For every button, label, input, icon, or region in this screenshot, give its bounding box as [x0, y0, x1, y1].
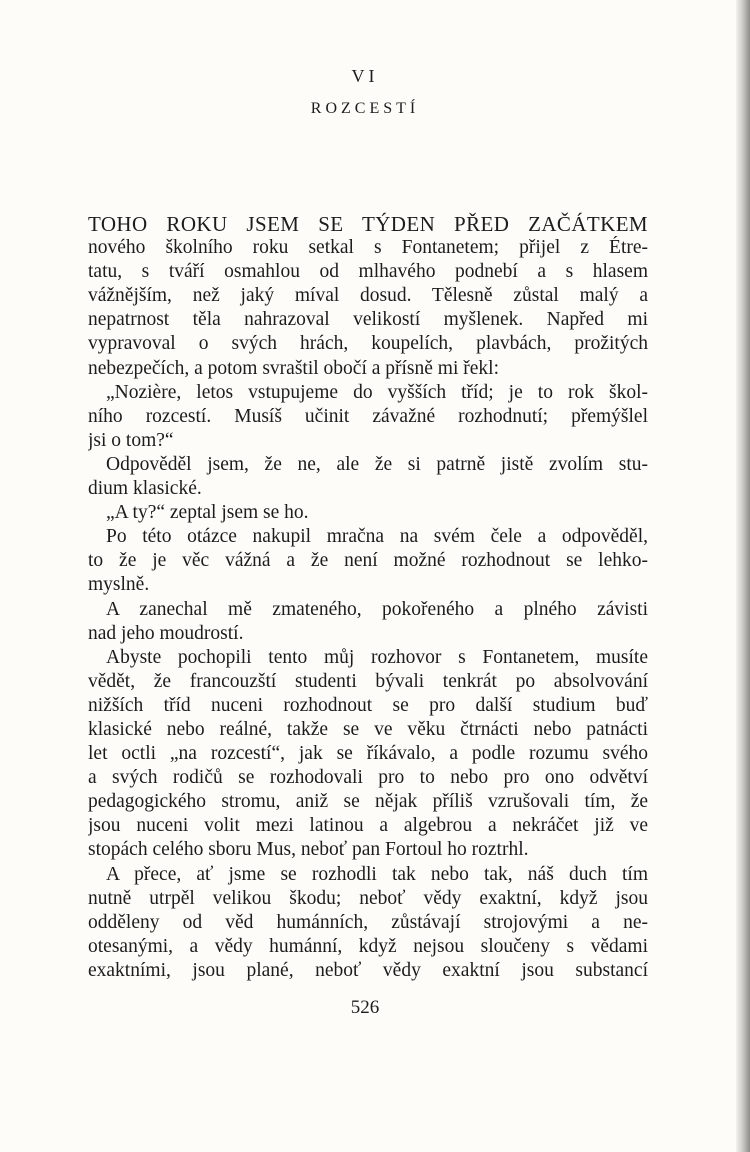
page-number: 526 — [350, 997, 380, 1018]
page-edge-shadow — [736, 0, 750, 1152]
chapter-title: ROZCESTÍ — [310, 100, 420, 117]
text-line: dium klasické. — [88, 478, 202, 500]
text-line: jsi o tom?“ — [88, 429, 174, 451]
body-text — [88, 212, 648, 983]
text-line: nebezpečích, a potom svraštil obočí a přísně mi řekl: — [88, 357, 499, 379]
text-line: myslně. — [88, 574, 150, 596]
text-line: tatu, s tváří osmahlou od mlhavého podnebí a s hlasem — [88, 261, 648, 283]
text-line: vážnějším, než jaký míval dosud. Tělesně zůstal malý a — [88, 285, 648, 307]
text-line: TOHO ROKU JSEM SE TÝDEN PŘED ZAČÁTKEM — [88, 212, 648, 236]
text-line: stopách celého sboru Mus, neboť pan Fortoul ho roztrhl. — [88, 839, 529, 861]
text-line: klasické nebo reálné, takže se ve věku čtrnácti nebo patnácti — [88, 718, 648, 740]
text-line: A zanechal mě zmateného, pokořeného a plného závisti — [106, 598, 648, 620]
text-line: vypravoval o svých hrách, koupelích, plavbách, prožitých — [88, 333, 648, 355]
text-line: nižších tříd nuceni rozhodnout se pro další studium buď — [88, 694, 648, 716]
text-line: pedagogického stromu, aniž se nějak příliš vzrušovali tím, že — [88, 791, 648, 813]
text-line: let octli „na rozcestí“, jak se říkávalo, a podle rozumu svého — [88, 743, 648, 765]
text-line: nového školního roku setkal s Fontanetem; přijel z Étre- — [88, 237, 648, 259]
text-line: to že je věc vážná a že není možné rozhodnout se lehko- — [88, 550, 648, 572]
text-line: exaktními, jsou plané, neboť vědy exaktní jsou substancí — [88, 959, 648, 981]
text-line: otesanými, a vědy humánní, když nejsou sloučeny s vědami — [88, 935, 648, 957]
text-line: Po této otázce nakupil mračna na svém čele a odpověděl, — [106, 526, 648, 548]
text-line: nepatrnost těla nahrazoval velikostí myšlenek. Napřed mi — [88, 309, 648, 331]
text-line: vědět, že francouzští studenti bývali tenkrát po absolvování — [88, 670, 648, 692]
text-line: nutně utrpěl velikou škodu; neboť vědy exaktní, když jsou — [88, 887, 648, 909]
text-line: „Nozière, letos vstupujeme do vyšších tříd; je to rok škol- — [106, 381, 648, 403]
text-line: A přece, ať jsme se rozhodli tak nebo tak, náš duch tím — [106, 863, 648, 885]
text-line: a svých rodičů se rozhodovali pro to nebo pro ono odvětví — [88, 767, 648, 789]
text-line: nad jeho moudrostí. — [88, 622, 244, 644]
text-line: ního rozcestí. Musíš učinit závažné rozhodnutí; přemýšlel — [88, 405, 648, 427]
chapter-number: VI — [351, 66, 379, 86]
text-line: „A ty?“ zeptal jsem se ho. — [106, 502, 309, 524]
text-line: Abyste pochopili tento můj rozhovor s Fontanetem, musíte — [106, 646, 648, 668]
text-line: odděleny od věd humánních, zůstávají strojovými a ne- — [88, 911, 648, 933]
text-line: Odpověděl jsem, že ne, ale že si patrně jistě zvolím stu- — [106, 453, 648, 475]
text-line: jsou nuceni volit mezi latinou a algebrou a nekráčet již ve — [88, 815, 648, 837]
